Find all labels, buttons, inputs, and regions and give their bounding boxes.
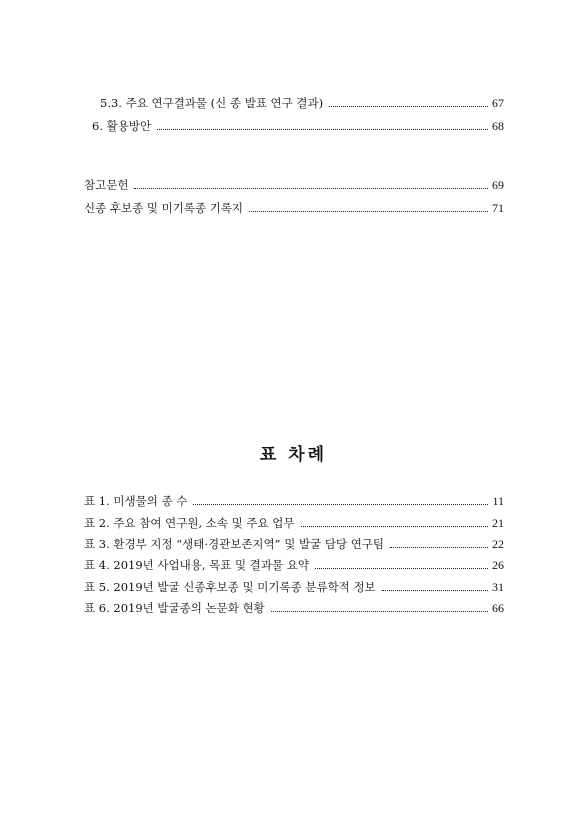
list-of-tables-title: 표 차례 xyxy=(259,445,328,465)
toc-entry-page-number: 67 xyxy=(492,96,504,110)
table-entry-page-number: 11 xyxy=(492,494,504,508)
toc-entry-references[interactable] xyxy=(84,178,504,193)
table-entry-label: 표 3. 환경부 지정 “생태·경관보존지역” 및 발굴 담당 연구팀 xyxy=(84,537,385,551)
table-entry-label: 표 2. 주요 참여 연구원, 소속 및 주요 업무 xyxy=(84,516,295,530)
toc-entry-page-number: 71 xyxy=(492,201,504,215)
dot-leader xyxy=(315,568,488,569)
table-entry-1[interactable] xyxy=(84,494,504,509)
table-entry-label: 표 4. 2019년 사업내용, 목표 및 결과물 요약 xyxy=(84,558,310,572)
table-entry-4[interactable] xyxy=(84,558,504,573)
dot-leader xyxy=(134,188,488,189)
toc-entry-6[interactable] xyxy=(92,119,504,134)
toc-entry-label: 신종 후보종 및 미기록종 기록지 xyxy=(84,201,244,215)
dot-leader xyxy=(193,504,488,505)
table-entry-label: 표 1. 미생물의 종 수 xyxy=(84,494,188,508)
table-entry-label: 표 6. 2019년 발굴종의 논문화 현황 xyxy=(84,601,265,615)
dot-leader xyxy=(301,526,488,527)
table-entry-page-number: 26 xyxy=(492,558,504,572)
table-entry-page-number: 66 xyxy=(492,601,504,615)
table-entry-5[interactable] xyxy=(84,580,504,595)
dot-leader xyxy=(390,547,488,548)
table-entry-label: 표 5. 2019년 발굴 신종후보종 및 미기록종 분류학적 정보 xyxy=(84,580,376,594)
toc-entry-5-3[interactable] xyxy=(100,96,504,111)
toc-entry-species-records[interactable] xyxy=(84,201,504,216)
toc-entry-page-number: 69 xyxy=(492,178,504,192)
table-entry-page-number: 31 xyxy=(492,580,504,594)
table-entry-3[interactable] xyxy=(84,537,504,552)
dot-leader xyxy=(249,211,488,212)
toc-entry-page-number: 68 xyxy=(492,119,504,133)
dot-leader xyxy=(329,106,488,107)
toc-entry-label: 6. 활용방안 xyxy=(92,119,152,133)
toc-entry-label: 5.3. 주요 연구결과물 (신 종 발표 연구 결과) xyxy=(100,96,324,110)
dot-leader xyxy=(271,611,488,612)
table-entry-6[interactable] xyxy=(84,601,504,616)
table-entry-2[interactable] xyxy=(84,516,504,531)
dot-leader xyxy=(382,590,488,591)
dot-leader xyxy=(157,129,488,130)
table-entry-page-number: 22 xyxy=(492,537,504,551)
table-entry-page-number: 21 xyxy=(492,516,504,530)
toc-entry-label: 참고문헌 xyxy=(84,178,129,192)
